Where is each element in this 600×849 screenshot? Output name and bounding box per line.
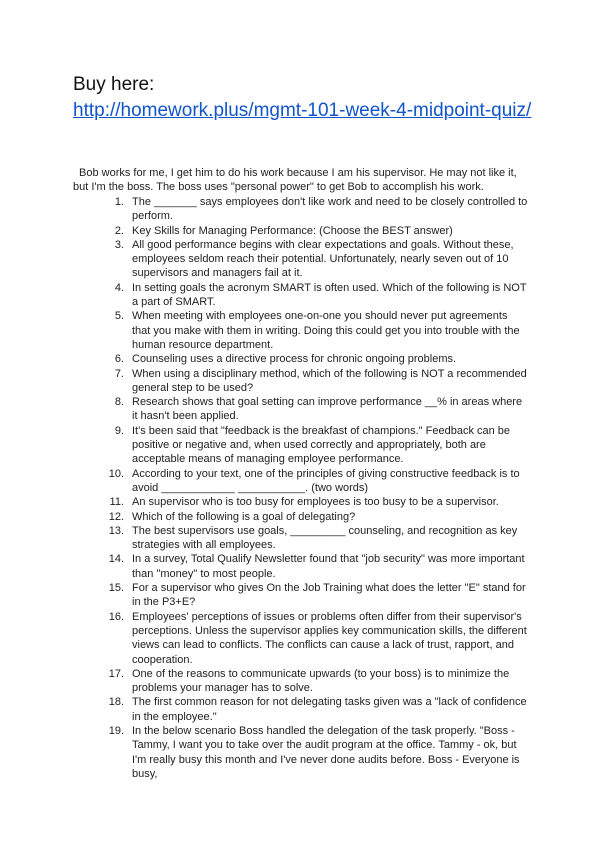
- question-text: One of the reasons to communicate upwards (to your boss) is to minimize the problems your manager has to solve.: [132, 667, 510, 695]
- question-item: [73, 238, 528, 281]
- question-list: [73, 195, 528, 781]
- question-text: The best supervisors use goals, _________ counseling, and recognition as key strategies with all employees.: [132, 524, 518, 552]
- question-item: [73, 281, 528, 310]
- question-item: [73, 309, 528, 352]
- question-number: 13.: [108, 524, 124, 537]
- question-number: 4.: [114, 281, 124, 294]
- question-item: [73, 510, 528, 524]
- question-text: An supervisor who is too busy for employees is too busy to be a supervisor.: [132, 496, 499, 509]
- question-number: 12.: [108, 510, 124, 523]
- question-text: Research shows that goal setting can improve performance __% in areas where it hasn't been applied.: [132, 396, 523, 423]
- intro-paragraph: Bob works for me, I get him to do his work because I am his supervisor. He may not like it, but I'm the boss. The boss uses "personal power" to get Bob to accomplish his work.: [73, 167, 517, 194]
- question-number: 17.: [108, 667, 124, 680]
- question-text: For a supervisor who gives On the Job Training what does the letter "E" stand for in the P3+E?: [132, 582, 526, 609]
- question-number: 8.: [114, 396, 124, 409]
- question-item: [73, 495, 528, 509]
- question-text: When meeting with employees one-on-one you should never put agreements that you make with them in writing. Doing this could get you into trouble with the human resource department.: [132, 310, 520, 351]
- question-item: [73, 581, 528, 610]
- question-item: [73, 610, 528, 667]
- question-item: [73, 724, 528, 781]
- question-text: It's been said that "feedback is the breakfast of champions." Feedback can be positive or negative and, when used correctly and appropriately, both are acceptable means of managing employee performance.: [132, 424, 511, 466]
- question-text: Which of the following is a goal of delegating?: [132, 510, 356, 523]
- question-item: [73, 695, 528, 724]
- question-item: [73, 224, 528, 238]
- question-number: 3.: [114, 238, 124, 251]
- question-item: [73, 352, 528, 366]
- question-text: When using a disciplinary method, which of the following is NOT a recommended general step to be used?: [132, 367, 527, 394]
- question-item: [73, 395, 528, 424]
- question-number: 16.: [108, 610, 124, 623]
- buy-here-heading: Buy here:: [73, 74, 155, 95]
- question-number: 18.: [108, 696, 124, 709]
- question-text: The _______ says employees don't like work and need to be closely controlled to perform.: [132, 196, 528, 223]
- question-item: [73, 367, 528, 396]
- buy-link[interactable]: http://homework.plus/mgmt-101-week-4-midpoint-quiz/: [73, 100, 532, 121]
- question-item: [73, 424, 528, 467]
- question-number: 14.: [108, 553, 124, 566]
- question-number: 19.: [108, 724, 124, 737]
- question-text: Key Skills for Managing Performance: (Choose the BEST answer): [132, 224, 453, 237]
- question-item: [73, 552, 528, 581]
- question-number: 2.: [114, 224, 124, 237]
- question-text: Counseling uses a directive process for chronic ongoing problems.: [132, 353, 457, 366]
- question-number: 10.: [108, 467, 124, 480]
- question-text: In a survey, Total Qualify Newsletter found that "job security" was more important than "money" to most people.: [132, 553, 525, 580]
- question-item: [73, 667, 528, 696]
- question-number: 11.: [109, 496, 124, 509]
- question-number: 5.: [114, 310, 124, 323]
- question-text: The first common reason for not delegating tasks given was a "lack of confidence in the employee.": [132, 696, 527, 723]
- question-item: [73, 195, 528, 224]
- question-number: 6.: [114, 353, 124, 366]
- question-text: Employees' perceptions of issues or problems often differ from their supervisor's perceptions. Unless the supervisor applies key communication skills, the different views can lead to conflicts. The conflicts can cause a lack of trust, rapport, and cooperation.: [132, 610, 527, 666]
- question-number: 9.: [114, 424, 124, 437]
- question-item: [73, 467, 528, 496]
- question-text: In setting goals the acronym SMART is often used. Which of the following is NOT a part of SMART.: [132, 281, 527, 309]
- question-text: According to your text, one of the principles of giving constructive feedback is to avoid ____________ ___________. (two words): [132, 467, 520, 494]
- question-text: All good performance begins with clear expectations and goals. Without these, employees seldom reach their potential. Unfortunately, nearly seven out of 10 supervisors and managers fail at it.: [132, 238, 514, 280]
- question-number: 7.: [114, 367, 124, 380]
- question-item: [73, 524, 528, 553]
- question-text: In the below scenario Boss handled the delegation of the task properly. "Boss - Tammy, I want you to take over the audit program at the office. Tammy - ok, but I'm really busy this month and I've never done audits before. Boss - Everyone is busy,: [132, 724, 520, 780]
- question-number: 1.: [114, 196, 124, 208]
- question-number: 15.: [108, 582, 124, 595]
